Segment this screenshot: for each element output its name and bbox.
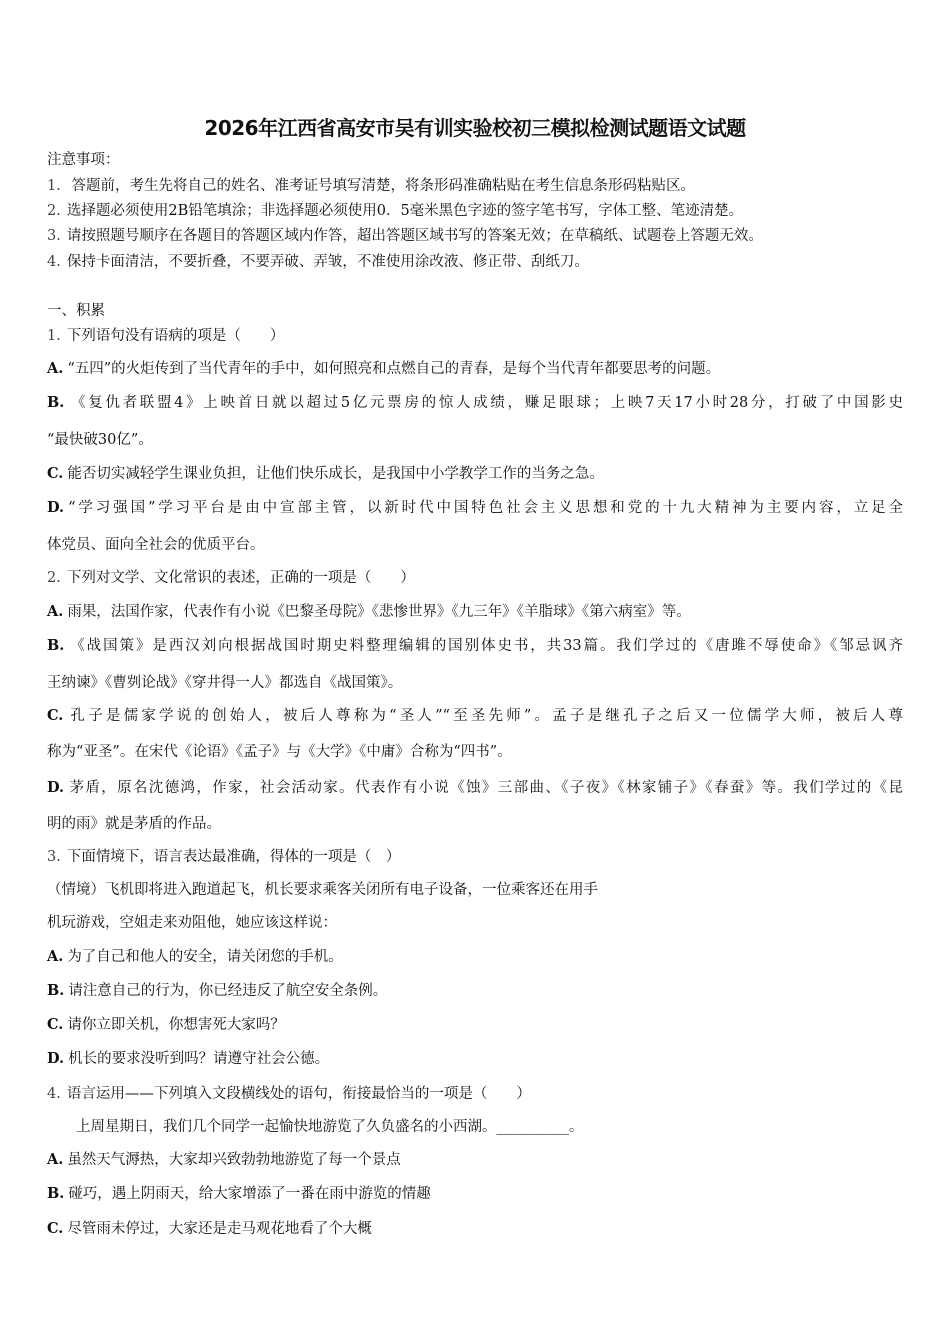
answer-option bbox=[47, 1015, 285, 1035]
answer-option bbox=[47, 602, 691, 622]
line-text: 下列语句没有语病的项是（ ） bbox=[66, 328, 285, 344]
answer-option bbox=[47, 1150, 401, 1170]
line-text: 一、积累 bbox=[47, 303, 105, 319]
text-line bbox=[47, 913, 337, 933]
line-text: 机长的要求没听到吗？请遵守社会公德。 bbox=[68, 1051, 330, 1067]
item-number: 1. bbox=[47, 328, 61, 344]
numbered-item bbox=[47, 176, 695, 196]
line-text: 请注意自己的行为，你已经违反了航空安全条例。 bbox=[68, 983, 388, 999]
text-line bbox=[47, 880, 598, 900]
text-line bbox=[47, 673, 402, 693]
option-label: A. bbox=[47, 603, 64, 620]
line-text: “学习强国”学习平台是由中宣部主管，以新时代中国特色社会主义思想和党的十九大精神为主要内容，立足全 bbox=[68, 500, 903, 516]
answer-option bbox=[47, 1219, 372, 1239]
option-label: B. bbox=[47, 982, 65, 999]
text-line bbox=[47, 535, 265, 555]
line-text: 语言运用——下列填入文段横线处的语句，衔接最恰当的一项是（ ） bbox=[66, 1086, 531, 1102]
answer-option bbox=[47, 636, 903, 656]
numbered-item bbox=[47, 201, 743, 221]
numbered-item bbox=[47, 1084, 531, 1104]
line-text: 明的雨》就是茅盾的作品。 bbox=[47, 816, 221, 832]
line-text: 保持卡面清洁，不要折叠，不要弄破、弄皱，不准使用涂改液、修正带、刮纸刀。 bbox=[66, 254, 589, 270]
numbered-item bbox=[47, 847, 400, 867]
item-number: 4. bbox=[47, 1086, 61, 1102]
option-label: A. bbox=[47, 360, 64, 377]
text-line bbox=[47, 1117, 584, 1137]
numbered-item bbox=[47, 252, 589, 272]
line-text: 下面情境下，语言表达最准确，得体的一项是（ ） bbox=[66, 849, 401, 865]
line-text: 为了自己和他人的安全，请关闭您的手机。 bbox=[67, 949, 343, 965]
line-text: 王纳谏》《曹刿论战》《穿井得一人》都选自《战国策》。 bbox=[47, 675, 403, 691]
item-number: 1. bbox=[47, 178, 61, 194]
option-label: C. bbox=[47, 465, 64, 482]
line-text: 《战国策》是西汉刘向根据战国时期史料整理编辑的国别体史书，共33篇。我们学过的《唐雎不辱使命》《邹忌讽齐 bbox=[68, 638, 903, 654]
option-label: A. bbox=[47, 948, 64, 965]
answer-option bbox=[47, 359, 720, 379]
line-text: 上周星期日，我们几个同学一起愉快地游览了久负盛名的小西湖。__________。 bbox=[47, 1119, 584, 1135]
option-label: A. bbox=[47, 1151, 64, 1168]
line-text: 茅盾，原名沈德鸿，作家，社会活动家。代表作有小说《蚀》三部曲、《子夜》《林家铺子》《春蚕》等。我们学过的《昆 bbox=[68, 780, 903, 796]
line-text: 《复仇者联盟4》上映首日就以超过5亿元票房的惊人成绩，赚足眼球；上映7天17小时28分，打破了中国影史 bbox=[68, 395, 903, 411]
line-text: “五四”的火炬传到了当代青年的手中，如何照亮和点燃自己的青春，是每个当代青年都要思考的问题。 bbox=[67, 361, 721, 377]
option-label: D. bbox=[47, 779, 65, 796]
answer-option bbox=[47, 778, 903, 798]
option-label: C. bbox=[47, 1220, 64, 1237]
line-text: 请按照题号顺序在各题目的答题区域内作答，超出答题区域书写的答案无效；在草稿纸、试题卷上答题无效。 bbox=[66, 228, 763, 244]
answer-option bbox=[47, 464, 604, 484]
line-text: 虽然天气溽热，大家却兴致勃勃地游览了每一个景点 bbox=[67, 1152, 401, 1168]
answer-option bbox=[47, 981, 387, 1001]
text-line bbox=[47, 301, 105, 321]
option-label: B. bbox=[47, 394, 65, 411]
line-text: 孔子是儒家学说的创始人，被后人尊称为“圣人”“至圣先师”。孟子是继孔子之后又一位儒学大师，被后人尊 bbox=[67, 708, 903, 724]
line-text: “最快破30亿”。 bbox=[47, 432, 153, 448]
option-label: D. bbox=[47, 1050, 65, 1067]
line-text: 机玩游戏，空姐走来劝阻他，她应该这样说： bbox=[47, 915, 337, 931]
line-text: 请你立即关机，你想害死大家吗？ bbox=[67, 1017, 285, 1033]
text-line bbox=[47, 814, 221, 834]
item-number: 4. bbox=[47, 254, 61, 270]
line-text: 体党员、面向全社会的优质平台。 bbox=[47, 537, 265, 553]
answer-option bbox=[47, 498, 903, 518]
line-text: （情境）飞机即将进入跑道起飞，机长要求乘客关闭所有电子设备，一位乘客还在用手 bbox=[47, 882, 598, 898]
item-number: 3. bbox=[47, 849, 61, 865]
line-text: 下列对文学、文化常识的表述，正确的一项是（ ） bbox=[66, 570, 415, 586]
option-label: C. bbox=[47, 1016, 64, 1033]
answer-option bbox=[47, 393, 903, 413]
text-line bbox=[47, 430, 153, 450]
answer-option bbox=[47, 1049, 329, 1069]
numbered-item bbox=[47, 568, 415, 588]
line-text: 雨果，法国作家，代表作有小说《巴黎圣母院》《悲惨世界》《九三年》《羊脂球》《第六病室》等。 bbox=[67, 604, 691, 620]
item-number: 2. bbox=[47, 570, 61, 586]
numbered-item bbox=[47, 326, 284, 346]
item-number: 2. bbox=[47, 203, 61, 219]
item-number: 3. bbox=[47, 228, 61, 244]
option-label: B. bbox=[47, 637, 65, 654]
line-text: 尽管雨未停过，大家还是走马观花地看了个大概 bbox=[67, 1221, 372, 1237]
option-label: B. bbox=[47, 1185, 65, 1202]
text-line bbox=[47, 150, 120, 170]
line-text: 能否切实减轻学生课业负担，让他们快乐成长，是我国中小学教学工作的当务之急。 bbox=[67, 466, 604, 482]
line-text: 答题前，考生先将自己的姓名、准考证号填写清楚，将条形码准确粘贴在考生信息条形码粘贴区。 bbox=[66, 178, 695, 194]
line-text: 称为“亚圣”。在宋代《论语》《孟子》与《大学》《中庸》合称为“四书”。 bbox=[47, 744, 512, 760]
page-title: 2026年江西省高安市吴有训实验校初三模拟检测试题语文试题 bbox=[204, 116, 746, 140]
answer-option bbox=[47, 706, 903, 726]
option-label: C. bbox=[47, 707, 64, 724]
text-line bbox=[47, 742, 512, 762]
answer-option bbox=[47, 947, 343, 967]
answer-option bbox=[47, 1184, 431, 1204]
option-label: D. bbox=[47, 499, 65, 516]
line-text: 碰巧，遇上阴雨天，给大家增添了一番在雨中游览的情趣 bbox=[68, 1186, 431, 1202]
line-text: 注意事项： bbox=[47, 152, 120, 168]
line-text: 选择题必须使用2B铅笔填涂；非选择题必须使用0．5毫米黑色字迹的签字笔书写，字体工整、笔迹清楚。 bbox=[66, 203, 744, 219]
numbered-item bbox=[47, 226, 763, 246]
